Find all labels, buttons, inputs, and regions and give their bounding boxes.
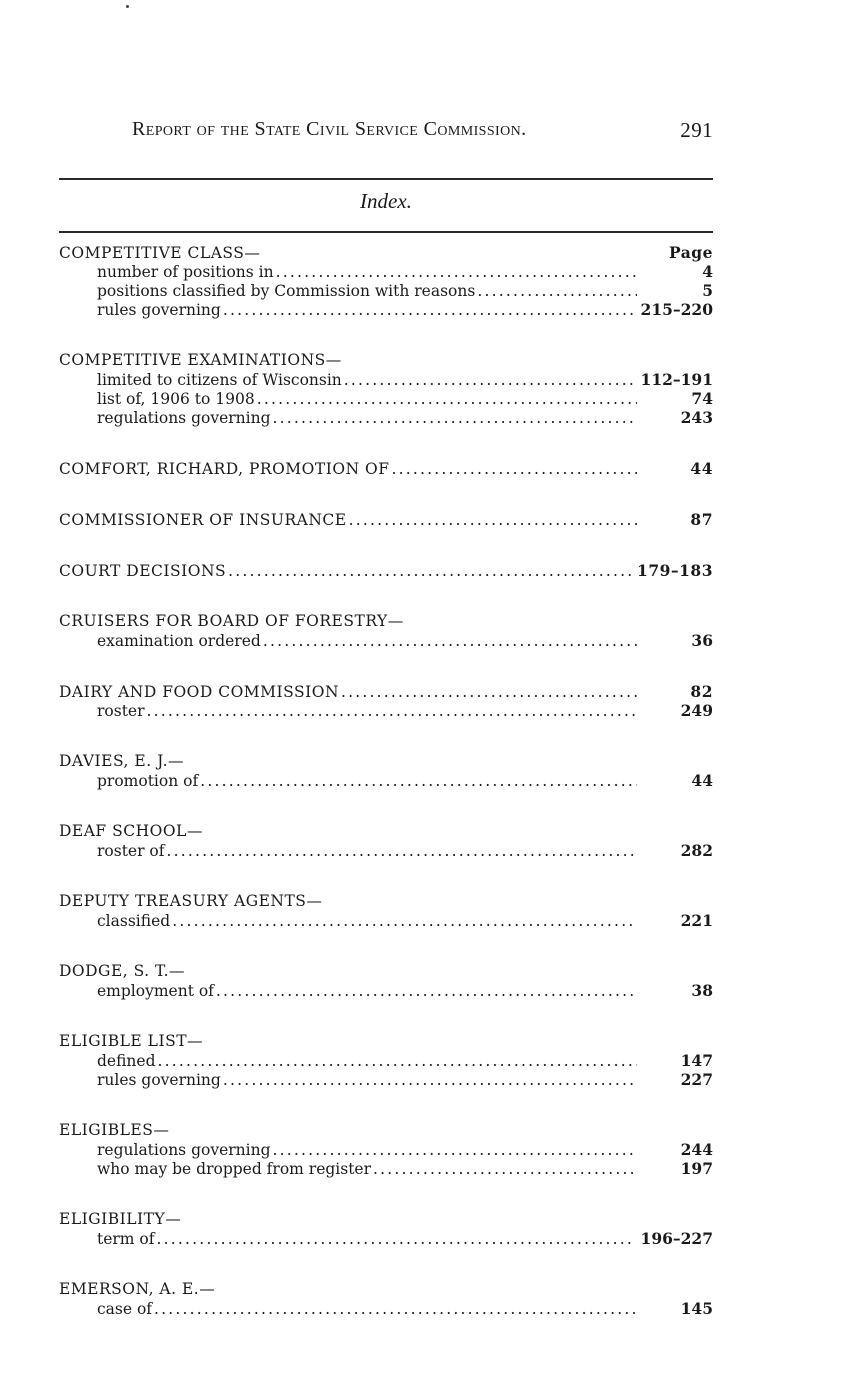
page-ref: 38 bbox=[691, 981, 713, 1000]
dot-leader bbox=[157, 1230, 635, 1248]
index-subentry: rules governing bbox=[97, 301, 221, 319]
page-number: 291 bbox=[680, 118, 713, 142]
page-ref: 282 bbox=[680, 841, 713, 860]
index-subentry: rules governing bbox=[97, 1071, 221, 1089]
dot-leader bbox=[276, 263, 637, 281]
index-heading-row bbox=[59, 682, 713, 701]
index-group bbox=[59, 752, 713, 790]
index-heading-row bbox=[59, 892, 713, 911]
index-heading: COURT DECISIONS bbox=[59, 562, 227, 580]
index-heading-row bbox=[59, 752, 713, 771]
index-subentry: limited to citizens of Wisconsin bbox=[97, 371, 342, 389]
page-ref: 249 bbox=[680, 701, 713, 720]
index-heading-row bbox=[59, 612, 713, 631]
page-ref: 74 bbox=[691, 389, 713, 408]
index-subentry: defined bbox=[97, 1052, 156, 1070]
page-column-label: Page bbox=[669, 243, 713, 262]
page-ref: 44 bbox=[690, 459, 713, 478]
index-heading-row bbox=[59, 1121, 713, 1140]
index-group bbox=[59, 1032, 713, 1089]
dot-leader bbox=[223, 301, 635, 319]
index-subentry: employment of bbox=[97, 982, 214, 1000]
index-heading: COMPETITIVE EXAMINATIONS— bbox=[59, 351, 342, 369]
index-heading-row bbox=[59, 962, 713, 981]
index-subentry: regulations governing bbox=[97, 409, 271, 427]
dot-leader bbox=[273, 1141, 637, 1159]
index-subentry: list of, 1906 to 1908 bbox=[97, 390, 255, 408]
page-ref: 243 bbox=[680, 408, 713, 427]
page-ref: 196–227 bbox=[640, 1229, 713, 1248]
index-group bbox=[59, 1121, 713, 1178]
page-ref: 179–183 bbox=[637, 561, 713, 580]
index-subentry-row bbox=[59, 771, 713, 790]
bottom-rule bbox=[59, 231, 713, 233]
index-heading-row bbox=[59, 243, 713, 262]
running-header bbox=[59, 118, 713, 150]
index-subentry: promotion of bbox=[97, 772, 199, 790]
page-ref: 82 bbox=[690, 682, 713, 701]
dot-leader bbox=[200, 772, 637, 790]
index-group bbox=[59, 822, 713, 860]
index-subentry-row bbox=[59, 1229, 713, 1248]
page-ref: 147 bbox=[680, 1051, 713, 1070]
index-heading: DAIRY AND FOOD COMMISSION bbox=[59, 683, 340, 701]
index-entries bbox=[59, 243, 713, 1350]
dot-leader bbox=[228, 562, 631, 580]
index-subentry-row bbox=[59, 389, 713, 408]
index-subentry: roster of bbox=[97, 842, 165, 860]
index-subentry-row bbox=[59, 1299, 713, 1318]
index-heading: COMFORT, RICHARD, PROMOTION OF bbox=[59, 460, 390, 478]
index-heading: COMMISSIONER OF INSURANCE bbox=[59, 511, 347, 529]
index-subentry: regulations governing bbox=[97, 1141, 271, 1159]
index-heading-row bbox=[59, 1210, 713, 1229]
top-rule bbox=[59, 178, 713, 180]
index-heading-row bbox=[59, 510, 713, 529]
index-heading: CRUISERS FOR BOARD OF FORESTRY— bbox=[59, 612, 404, 630]
page-ref: 87 bbox=[690, 510, 713, 529]
index-heading: ELIGIBLE LIST— bbox=[59, 1032, 204, 1050]
index-heading: EMERSON, A. E.— bbox=[59, 1280, 216, 1298]
page-ref: 145 bbox=[680, 1299, 713, 1318]
index-heading: DAVIES, E. J.— bbox=[59, 752, 185, 770]
index-heading: DODGE, S. T.— bbox=[59, 962, 186, 980]
index-group bbox=[59, 892, 713, 930]
dot-leader bbox=[167, 842, 637, 860]
dot-leader bbox=[216, 982, 637, 1000]
index-heading: DEAF SCHOOL— bbox=[59, 822, 203, 840]
index-subentry: number of positions in bbox=[97, 263, 274, 281]
index-subentry: roster bbox=[97, 702, 145, 720]
dot-leader bbox=[158, 1052, 637, 1070]
index-group bbox=[59, 682, 713, 720]
page-ref: 244 bbox=[680, 1140, 713, 1159]
index-subentry-row bbox=[59, 911, 713, 930]
index-group bbox=[59, 459, 713, 478]
index-heading: COMPETITIVE CLASS— bbox=[59, 244, 261, 262]
dot-leader bbox=[391, 460, 637, 478]
dot-leader bbox=[344, 371, 635, 389]
index-subentry: classified bbox=[97, 912, 171, 930]
index-heading-row bbox=[59, 1280, 713, 1299]
index-subentry-row bbox=[59, 1070, 713, 1089]
index-title: Index. bbox=[360, 189, 412, 213]
page-ref: 221 bbox=[680, 911, 713, 930]
index-subentry-row bbox=[59, 841, 713, 860]
index-subentry: term of bbox=[97, 1230, 155, 1248]
index-heading-row bbox=[59, 1032, 713, 1051]
page-ref: 36 bbox=[691, 631, 713, 650]
page-ref: 5 bbox=[702, 281, 713, 300]
dot-leader bbox=[477, 282, 637, 300]
dot-leader bbox=[223, 1071, 637, 1089]
dot-leader bbox=[147, 702, 637, 720]
index-subentry-row bbox=[59, 408, 713, 427]
index-group bbox=[59, 1280, 713, 1318]
index-subentry: case of bbox=[97, 1300, 153, 1318]
page-ref: 227 bbox=[680, 1070, 713, 1089]
index-group bbox=[59, 561, 713, 580]
running-header-title: Report of the State Civil Service Commission. bbox=[132, 118, 527, 140]
index-subentry-row bbox=[59, 370, 713, 389]
paper-speck bbox=[126, 5, 129, 8]
index-heading: ELIGIBLES— bbox=[59, 1121, 170, 1139]
index-subentry-row bbox=[59, 262, 713, 281]
index-subentry: positions classified by Commission with reasons bbox=[97, 282, 476, 300]
page-ref: 4 bbox=[702, 262, 713, 281]
index-subentry-row bbox=[59, 300, 713, 319]
dot-leader bbox=[341, 683, 637, 701]
index-subentry-row bbox=[59, 281, 713, 300]
index-group bbox=[59, 243, 713, 319]
dot-leader bbox=[373, 1160, 637, 1178]
page-ref: 197 bbox=[680, 1159, 713, 1178]
index-heading-row bbox=[59, 561, 713, 580]
index-group bbox=[59, 962, 713, 1000]
index-subentry-row bbox=[59, 1140, 713, 1159]
dot-leader bbox=[257, 390, 637, 408]
dot-leader bbox=[349, 511, 637, 529]
index-subentry-row bbox=[59, 981, 713, 1000]
index-subentry: who may be dropped from register bbox=[97, 1160, 372, 1178]
index-subentry-row bbox=[59, 1159, 713, 1178]
index-heading-row bbox=[59, 822, 713, 841]
index-subentry: examination ordered bbox=[97, 632, 261, 650]
index-heading: DEPUTY TREASURY AGENTS— bbox=[59, 892, 323, 910]
index-group bbox=[59, 351, 713, 427]
index-heading-row bbox=[59, 459, 713, 478]
index-subentry-row bbox=[59, 1051, 713, 1070]
index-subentry-row bbox=[59, 701, 713, 720]
page-ref: 215–220 bbox=[640, 300, 713, 319]
dot-leader bbox=[172, 912, 637, 930]
page-ref: 44 bbox=[691, 771, 713, 790]
index-subentry-row bbox=[59, 631, 713, 650]
index-group bbox=[59, 1210, 713, 1248]
dot-leader bbox=[263, 632, 637, 650]
index-group bbox=[59, 612, 713, 650]
dot-leader bbox=[154, 1300, 637, 1318]
dot-leader bbox=[273, 409, 637, 427]
index-group bbox=[59, 510, 713, 529]
index-heading-row bbox=[59, 351, 713, 370]
index-heading: ELIGIBILITY— bbox=[59, 1210, 182, 1228]
page-ref: 112–191 bbox=[640, 370, 713, 389]
